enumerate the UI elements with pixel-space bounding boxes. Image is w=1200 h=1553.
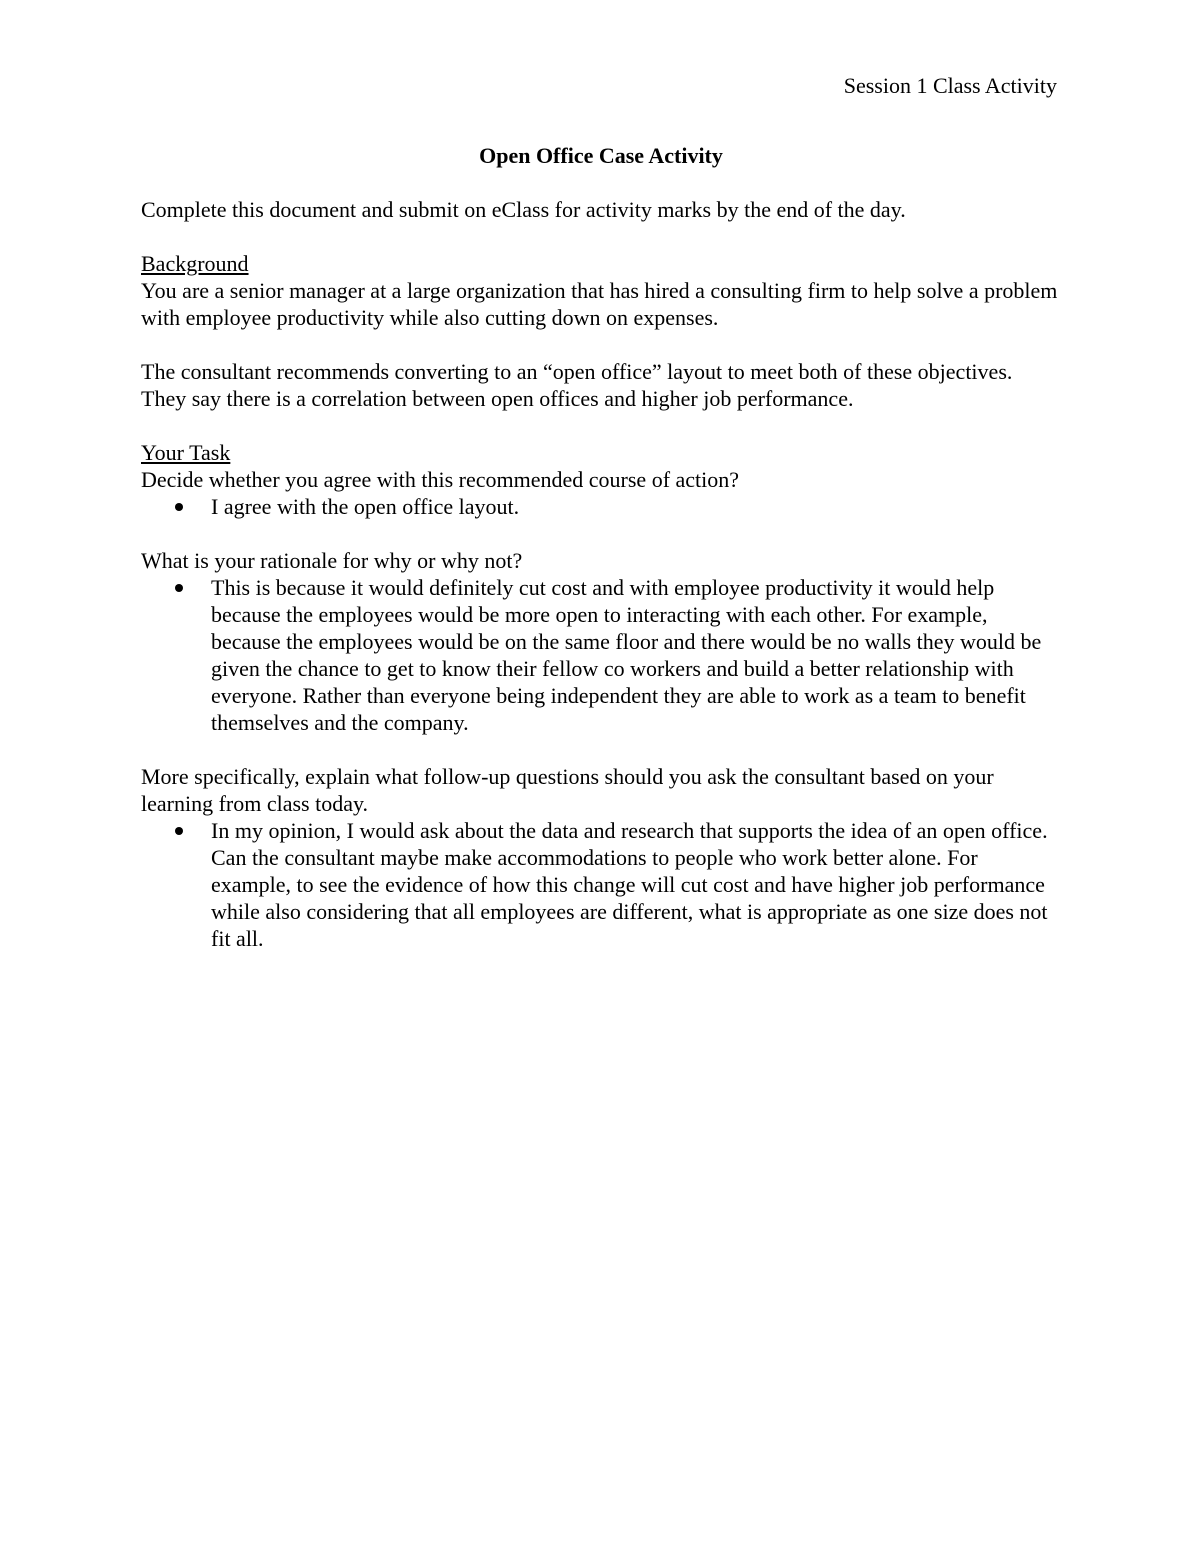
question-3: More specifically, explain what follow-up questions should you ask the consultant based on your learning from class today.	[141, 764, 994, 816]
document-title: Open Office Case Activity	[479, 143, 723, 168]
answer-3-text: In my opinion, I would ask about the data and research that supports the idea of an open office. Can the consultant maybe make accommodations to people who work better alone. For example, to see the evidence of how this change will cut cost and have higher job performance while also considering that all employees are different, what is appropriate as one size does not fit all.	[211, 818, 1048, 951]
bullet-icon	[175, 827, 183, 835]
document-body	[141, 142, 1061, 979]
question-2: What is your rationale for why or why not?	[141, 548, 523, 573]
task-heading: Your Task	[141, 440, 231, 465]
answer-list-2	[141, 574, 1061, 736]
list-item	[141, 493, 1061, 520]
answer-1-text: I agree with the open office layout.	[211, 494, 520, 519]
answer-list-1	[141, 493, 1061, 520]
question-1: Decide whether you agree with this recommended course of action?	[141, 467, 740, 492]
page-header: Session 1 Class Activity	[843, 73, 1057, 98]
background-paragraph-2: The consultant recommends converting to an “open office” layout to meet both of these objectives. They say there is a correlation between open offices and higher job performance.	[141, 359, 1013, 411]
bullet-icon	[175, 503, 183, 511]
intro-text: Complete this document and submit on eClass for activity marks by the end of the day.	[141, 197, 906, 222]
answer-list-3	[141, 817, 1061, 952]
answer-2-text: This is because it would definitely cut cost and with employee productivity it would help because the employees would be more open to interacting with each other. For example, because the employees would be on the same floor and there would be no walls they would be given the chance to get to know their fellow co workers and build a better relationship with everyone. Rather than everyone being independent they are able to work as a team to benefit themselves and the company.	[211, 575, 1042, 735]
list-item	[141, 574, 1061, 736]
background-heading: Background	[141, 251, 249, 276]
bullet-icon	[175, 584, 183, 592]
list-item	[141, 817, 1061, 952]
background-paragraph-1: You are a senior manager at a large organization that has hired a consulting firm to help solve a problem with employee productivity while also cutting down on expenses.	[141, 278, 1058, 330]
